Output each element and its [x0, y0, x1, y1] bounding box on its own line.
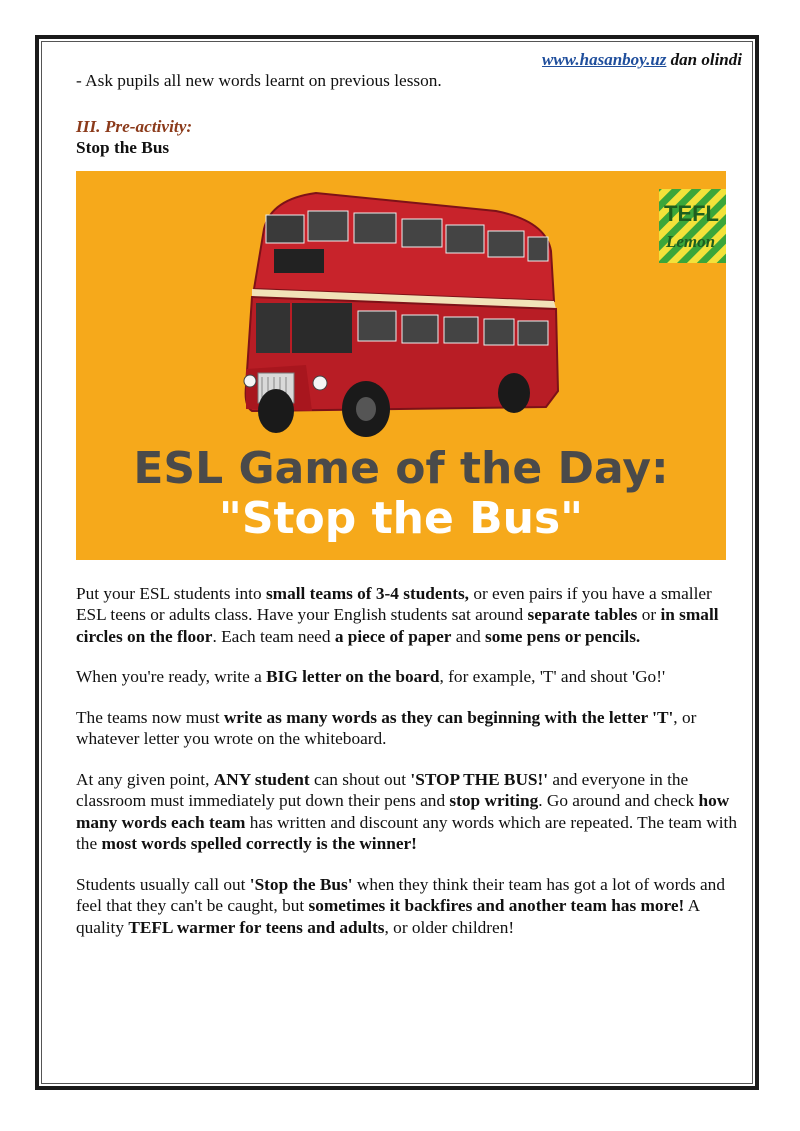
paragraph-big-letter: When you're ready, write a BIG letter on the board, for example, 'T' and shout 'Go!' [76, 667, 666, 686]
intro-line: - Ask pupils all new words learnt on previous lesson. [76, 71, 442, 90]
section-heading: III. Pre-activity: [76, 116, 193, 136]
activity-title: Stop the Bus [76, 138, 170, 157]
tefl-lemon-logo [659, 189, 726, 263]
game-banner-image [76, 171, 726, 560]
source-credit [542, 50, 742, 70]
source-link[interactable]: www.hasanboy.uz [542, 50, 667, 69]
banner-title-line2: "Stop the Bus" [218, 492, 584, 544]
logo-bottom-text: Lemon [666, 231, 716, 251]
paragraph-stop-bus: At any given point, ANY student can shout out 'STOP THE BUS!' and everyone in the classroom must immediately put down their pens and stop writing. Go around and check how many words each team has written and discount any words which are repeated. The team with the most words spelled correctly is the winner! [76, 769, 737, 853]
document-body [76, 70, 740, 938]
banner-title-line1: ESL Game of the Day: [133, 442, 669, 494]
paragraph-write-words: The teams now must write as many words as they can beginning with the letter 'T', or whatever letter you wrote on the whiteboard. [76, 707, 697, 748]
double-decker-bus-icon [244, 193, 558, 437]
paragraph-teams: Put your ESL students into small teams of 3-4 students, or even pairs if you have a smaller ESL teens or adults class. Have your English students sat around separate tables or in small circles on the floor. Each team need a piece of paper and some pens or pencils. [76, 583, 719, 646]
paragraph-summary: Students usually call out 'Stop the Bus' when they think their team has got a lot of words and feel that they can't be caught, but sometimes it backfires and another team has more! A quality TEFL warmer for teens and adults, or older children! [76, 874, 725, 937]
source-suffix: dan olindi [670, 50, 742, 69]
banner-illustration [76, 171, 726, 560]
logo-top-text: TEFL [664, 200, 719, 226]
